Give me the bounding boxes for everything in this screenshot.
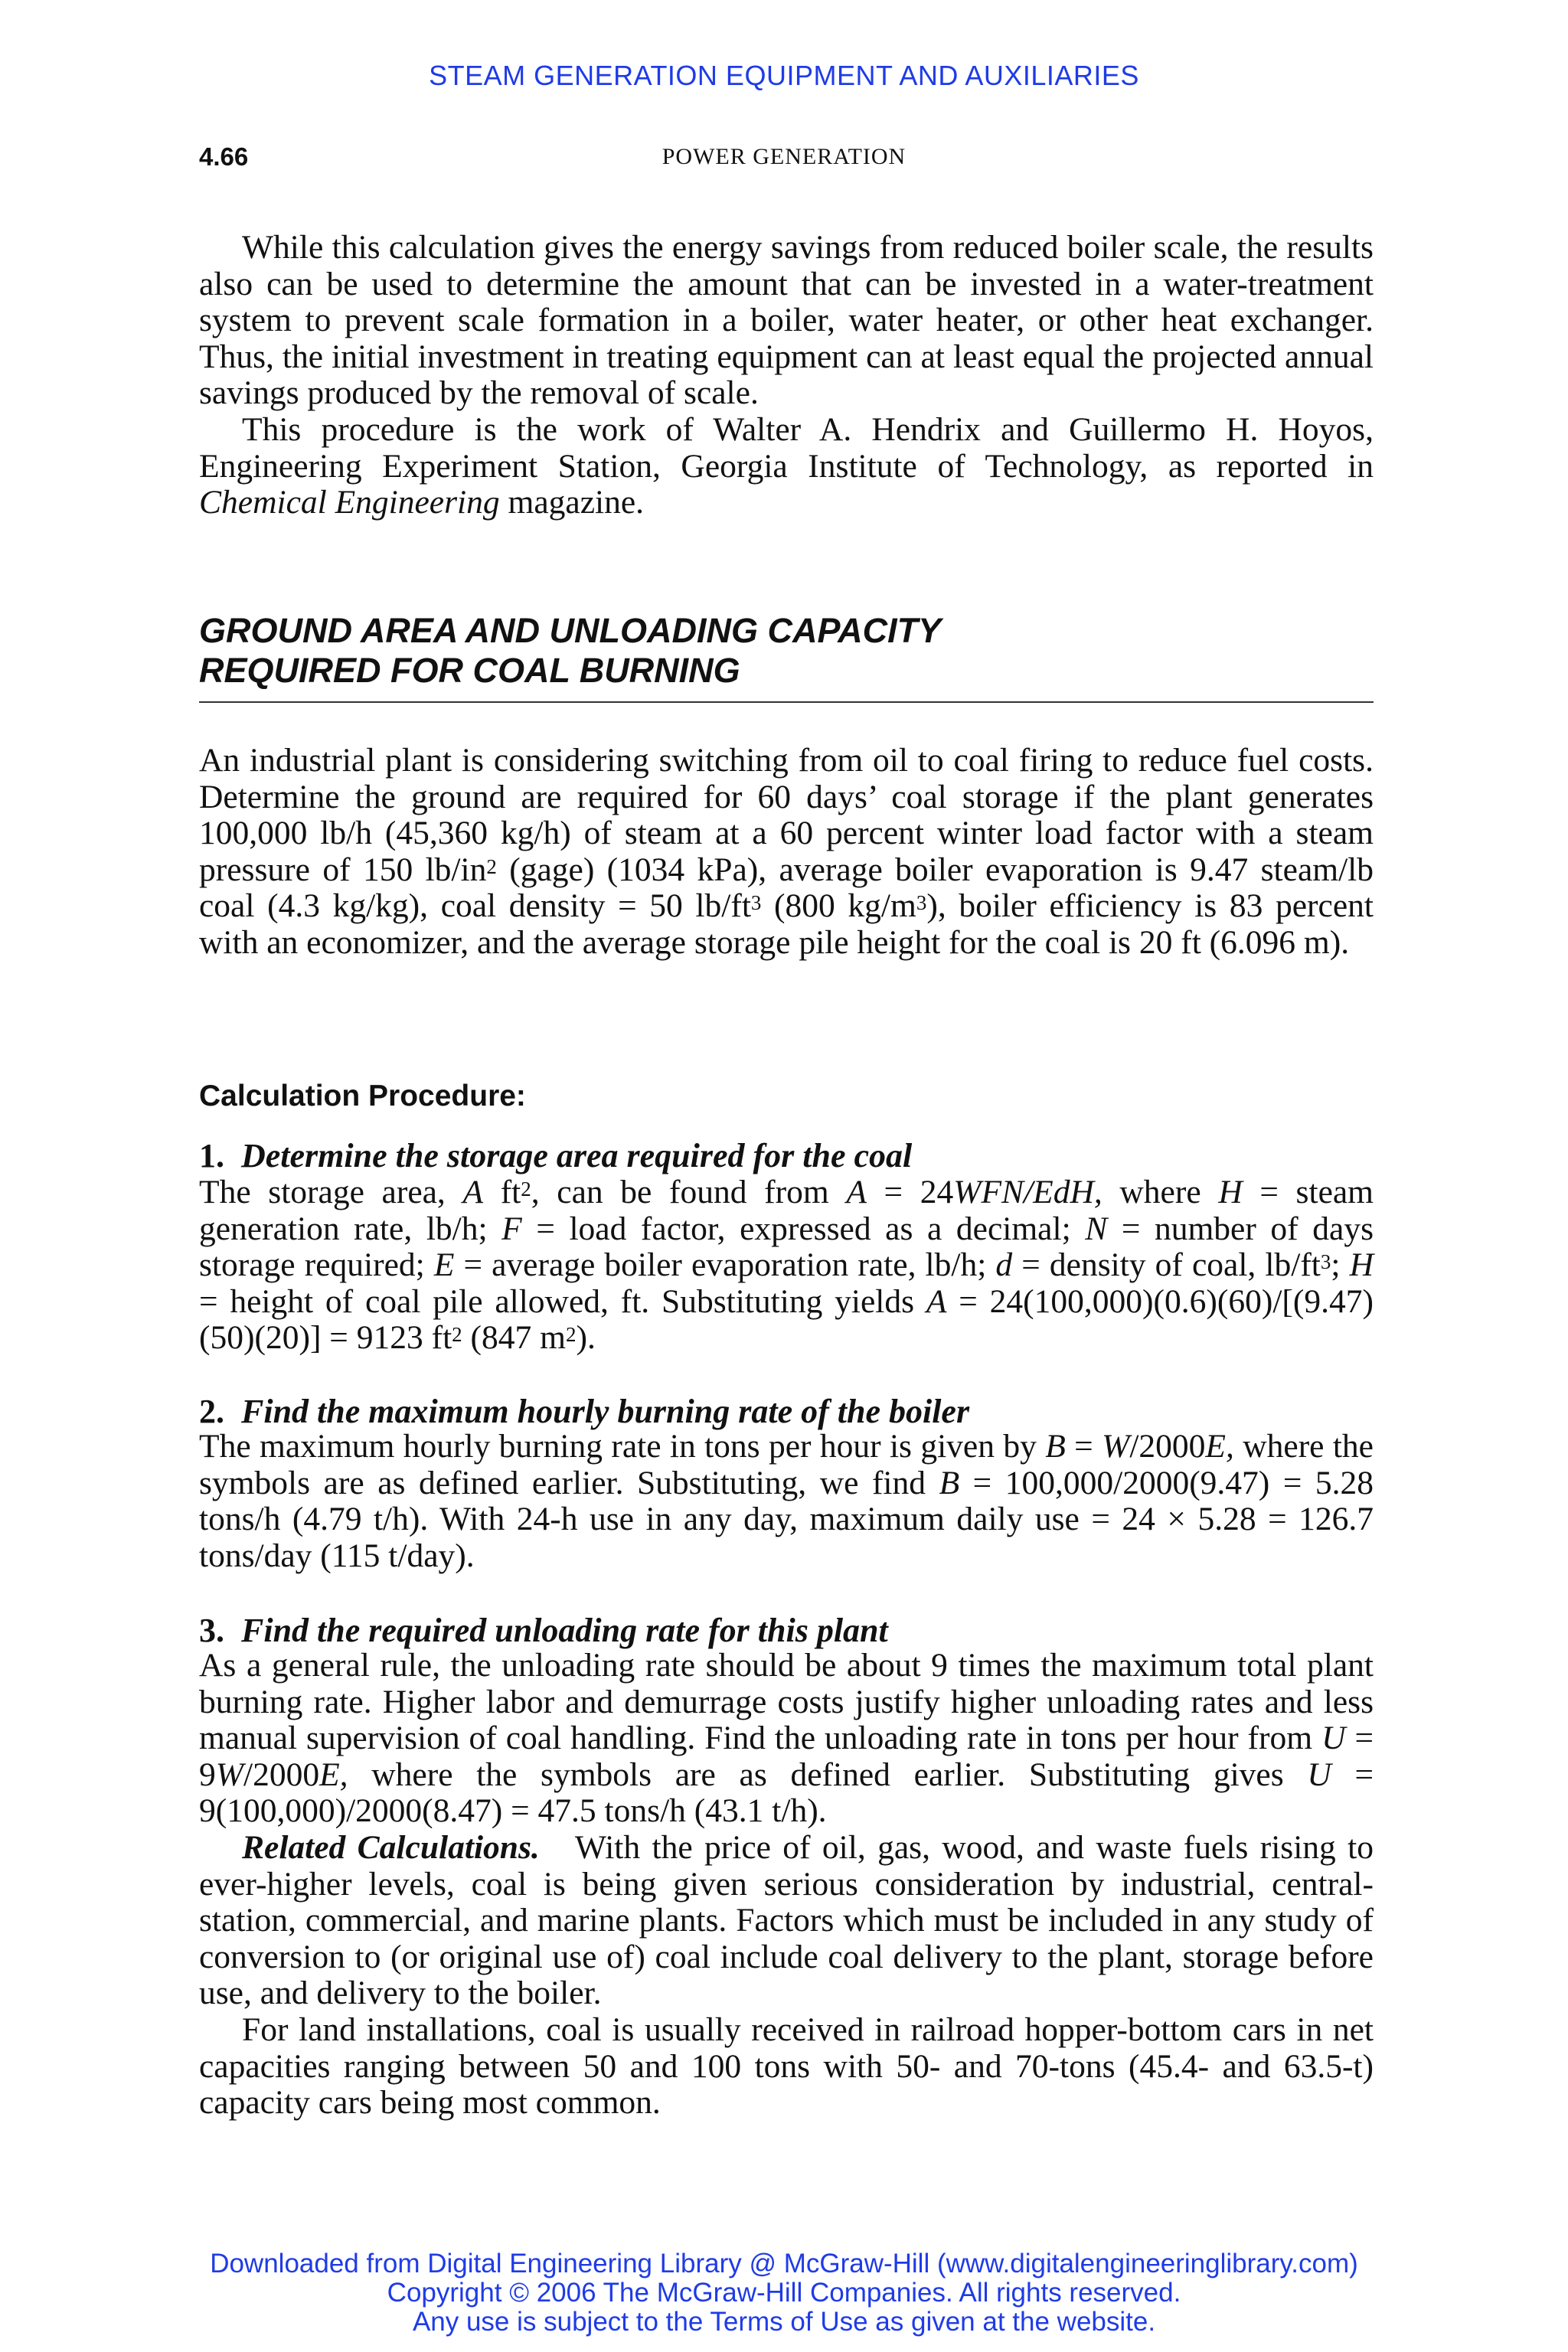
calculation-procedure-heading: Calculation Procedure:	[199, 1080, 526, 1112]
book-title: POWER GENERATION	[662, 144, 906, 169]
footer-terms-line[interactable]: Any use is subject to the Terms of Use as given at the website.	[412, 2307, 1156, 2337]
footer-copyright-line: Copyright © 2006 The McGraw-Hill Companies. All rights reserved.	[387, 2278, 1181, 2308]
rail-delivery-paragraph: For land installations, coal is usually received in railroad hopper-bottom cars in net capacities ranging between 50 and 100 tons with 50- and 70-tons (45.4- and 63.5-t) capacity cars being most common.	[199, 2011, 1374, 2121]
section-divider	[199, 701, 1374, 703]
intro-paragraph-2: This procedure is the work of Walter A. Hendrix and Guillermo H. Hoyos, Engineering Experiment Station, Georgia Institute of Technology, as reported in Chemical Engineering magazine.	[199, 411, 1374, 521]
problem-statement: An industrial plant is considering switching from oil to coal firing to reduce fuel costs. Determine the ground are required for 60 days’ coal storage if the plant generates 100,000 lb/h (45,360 kg/h) of steam at a 60 percent winter load factor with a steam pressure of 150 $lb/in^2$ (gage) (1034 kPa), average boiler evaporation is 9.47 steam/lb coal (4.3 kg/kg), coal density = 50 $lb/ft^3$ (800 $kg/m^3$), boiler efficiency is 83 percent with an economizer, and the average storage pile height for the coal is 20 ft (6.096 m).	[199, 742, 1374, 961]
step-3-body: As a general rule, the unloading rate should be about 9 times the maximum total plant burning rate. Higher labor and demurrage costs justify higher unloading rates and less manual supervision of coal handling. Find the unloading rate in tons per hour from U = 9W/2000E, where the symbols are as defined earlier. Substituting gives U = 9(100,000)/2000(8.47) = 47.5 tons/h (43.1 t/h).	[199, 1647, 1374, 1829]
related-calculations-label: Related Calculations.	[242, 1829, 540, 1866]
chapter-running-head: STEAM GENERATION EQUIPMENT AND AUXILIARIES	[429, 60, 1139, 91]
step-2-body: The maximum hourly burning rate in tons per hour is given by B = W/2000E, where the symbols are as defined earlier. Substituting, we find B = 100,000/2000(9.47) = 5.28 tons/h (4.79 t/h). With 24-h use in any day, maximum daily use = 24 × 5.28 = 126.7 tons/day (115 t/day).	[199, 1428, 1374, 1574]
page-number: 4.66	[199, 142, 249, 171]
section-title	[199, 611, 1374, 691]
footer-download-line[interactable]: Downloaded from Digital Engineering Library @ McGraw-Hill (www.digitalengineeringlibrary.com)	[210, 2249, 1358, 2278]
intro-paragraph-1: While this calculation gives the energy savings from reduced boiler scale, the results also can be used to determine the amount that can be invested in a water-treatment system to prevent scale formation in a boiler, water heater, or other heat exchanger. Thus, the initial investment in treating equipment can at least equal the projected annual savings produced by the removal of scale.	[199, 229, 1374, 411]
step-1-title: 1. Determine the storage area required for the coal	[199, 1137, 913, 1174]
section-title-line-2: REQUIRED FOR COAL BURNING	[199, 651, 740, 690]
journal-name: Chemical Engineering	[199, 484, 500, 521]
copyright-footer	[0, 2249, 1568, 2337]
step-3-title: 3. Find the required unloading rate for this plant	[199, 1612, 888, 1649]
section-title-line-1: GROUND AREA AND UNLOADING CAPACITY	[199, 611, 942, 650]
step-2-title: 2. Find the maximum hourly burning rate of the boiler	[199, 1393, 970, 1430]
step-1-body: The storage area, A $ft^2$, can be found from A = 24WFN/EdH, where H = steam generation rate, lb/h; F = load factor, expressed as a decimal; N = number of days storage required; E = average boiler evaporation rate, lb/h; d = density of coal, $lb/ft^3$; H = height of coal pile allowed, ft. Substituting yields A = 24(100,000)(0.6)(60)/[(9.47)(50)(20)] = 9123 $ft^2$ (847 $m^2$).	[199, 1174, 1374, 1356]
related-calculations-paragraph: Related Calculations. With the price of oil, gas, wood, and waste fuels rising to ever-higher levels, coal is being given serious consideration by industrial, central-station, commercial, and marine plants. Factors which must be included in any study of conversion to (or original use of) coal include coal delivery to the plant, storage before use, and delivery to the boiler.	[199, 1829, 1374, 2011]
